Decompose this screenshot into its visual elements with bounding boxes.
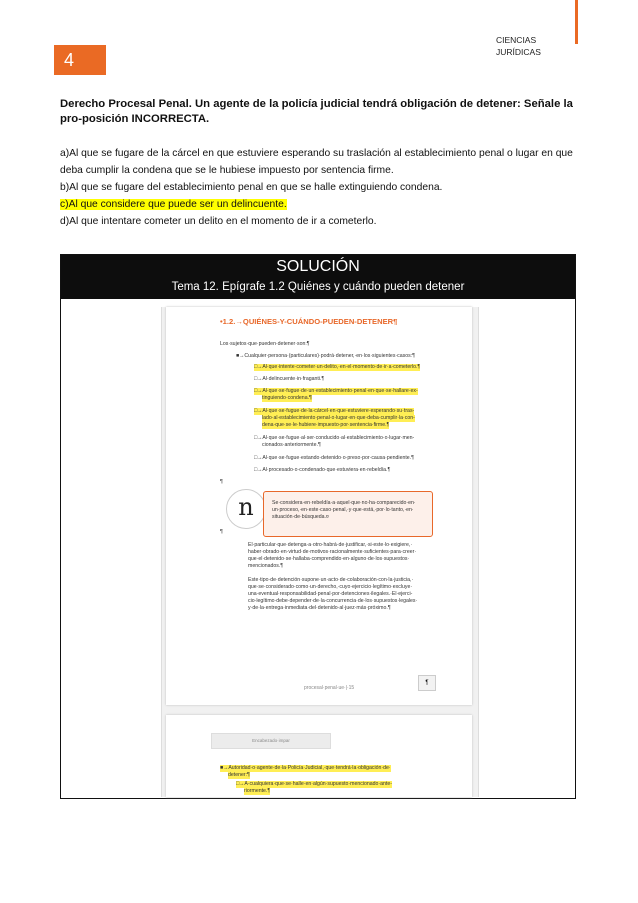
brand-label: CIENCIAS JURÍDICAS (496, 35, 541, 57)
header-tab: Encabezado·impar (211, 733, 331, 749)
doc-page (166, 307, 472, 705)
option-c (60, 196, 590, 213)
doc-section-title: •1.2.→QUIÉNES-Y-CUÁNDO-PUEDEN-DETENER¶ (220, 317, 398, 326)
doc-line: □→Al·que·se·fugue·de·la·cárcel·en·que·estuviere·esperando·su·tras- (254, 408, 415, 414)
solution-header (61, 255, 575, 299)
doc-line: cionados·anteriormente.¶ (262, 442, 321, 448)
doc-line: □→Al·que·se·fugue·estando·detenido·o·preso·por·causa·pendiente.¶ (254, 455, 414, 461)
doc-line: Los·sujetos·que·pueden·detener·son:¶ (220, 341, 310, 347)
doc-line: □→Al·que·se·fugue·de·un·establecimiento·penal·en·que·se·hallare·ex- (254, 388, 418, 394)
solution-title: SOLUCIÓN (276, 258, 360, 275)
callout-line: un·proceso,·en·este·caso·penal,·y·que·está,·por·lo·tanto,·en· (272, 507, 414, 513)
doc-line: una·eventual·responsabilidad·penal·por·detenciones·ilegales.·El·ejerci- (248, 591, 413, 597)
pilcrow: ¶ (220, 529, 223, 535)
page-number: 4 (64, 50, 75, 70)
document-screenshot (161, 307, 479, 797)
doc-line: haber·obrado·en·virtud·de·motivos·racionalmente·suficientes·para·creer· (248, 549, 417, 555)
doc-footer: procesal·penal·ue·|·15 (304, 685, 355, 691)
answer-options (60, 145, 590, 230)
doc-line: lado·al·establecimiento·penal·o·lugar·en·que·deba·cumplir·la·con- (262, 415, 415, 421)
doc-line: □→Al·que·intente·cometer·un·delito,·en·el·momento·de·ir·a·cometerlo.¶ (254, 364, 421, 370)
n-logo-icon: n (226, 489, 266, 529)
definition-callout (263, 491, 433, 537)
doc-line: El·particular·que·detenga·a·otro·habrá·de·justificar,·si·este·lo·exigiere,· (248, 542, 413, 548)
doc-line: riormente.¶ (244, 788, 271, 794)
page-number-badge (54, 45, 106, 75)
doc-line: □→Al·procesado·o·condenado·que·estuviera·en·rebeldía.¶ (254, 467, 391, 473)
doc-line: que·se·considerado·como·un·derecho,·cuyo·ejercicio·legítimo·excluye· (248, 584, 413, 590)
page-indicator: ¶ (418, 675, 436, 691)
doc-line: □→A·cualquiera·que·se·halle·en·algún·supuesto·mencionado·ante- (236, 781, 392, 787)
solution-subtitle: Tema 12. Epígrafe 1.2 Quiénes y cuándo pueden detener (171, 281, 465, 293)
doc-line: detener:¶ (228, 772, 250, 778)
doc-line: que·el·detenido·se·hallaba·comprendido·en·alguno·de·los·supuestos· (248, 556, 410, 562)
doc-line: □→Al·delincuente·in·fraganti.¶ (254, 376, 325, 382)
doc-line: y·de·la·entrega·inmediata·del·detenido·al·juez·más·próximo.¶ (248, 605, 391, 611)
doc-line: dena·que·se·le·hubiere·impuesto·por·sentencia·firme.¶ (262, 422, 390, 428)
option-b: b)Al que se fugare del establecimiento penal en que se halle extinguiendo condena. (60, 182, 443, 193)
solution-box (60, 254, 576, 799)
doc-line: mencionados.¶ (248, 563, 284, 569)
callout-line: Se·considera·en·rebeldía·a·aquel·que·no·ha·comparecido·en· (272, 500, 416, 506)
doc-line: tinguiendo·condena.¶ (262, 395, 312, 401)
doc-line: cio·legítimo·debe·depender·de·la·concurrencia·de·los·supuestos·legales· (248, 598, 418, 604)
option-c-highlight: c)Al que considere que puede ser un delincuente. (60, 199, 287, 210)
doc-page-2 (166, 715, 472, 797)
option-d: d)Al que intentare cometer un delito en el momento de ir a cometerlo. (60, 216, 377, 227)
question-text: Derecho Procesal Penal. Un agente de la policía judicial tendrá obligación de detener: Señale la pro-posición INCORRECTA. (60, 98, 573, 125)
accent-bar (575, 0, 578, 44)
option-a: a)Al que se fugare de la cárcel en que estuviere esperando su traslación al establecimiento penal o lugar en que deba cumplir la condena que se le hubiese impuesto por sentencia firme. (60, 148, 573, 176)
doc-line: ■→Cualquier·persona·(particulares)·podrá·detener,·en·los·siguientes·casos:¶ (236, 353, 415, 359)
doc-line: □→Al·que·se·fugue·al·ser·conducido·al·establecimiento·o·lugar·men- (254, 435, 415, 441)
callout-line: situación·de·búsqueda.¤ (272, 514, 329, 520)
doc-line: Este·tipo·de·detención·supone·un·acto·de·colaboración·con·la·justicia,· (248, 577, 414, 583)
doc-line: ■→Autoridad·o·agente·de·la·Policía·Judicial,·que·tendrá·la·obligación·de· (220, 765, 391, 771)
pilcrow: ¶ (220, 479, 223, 485)
